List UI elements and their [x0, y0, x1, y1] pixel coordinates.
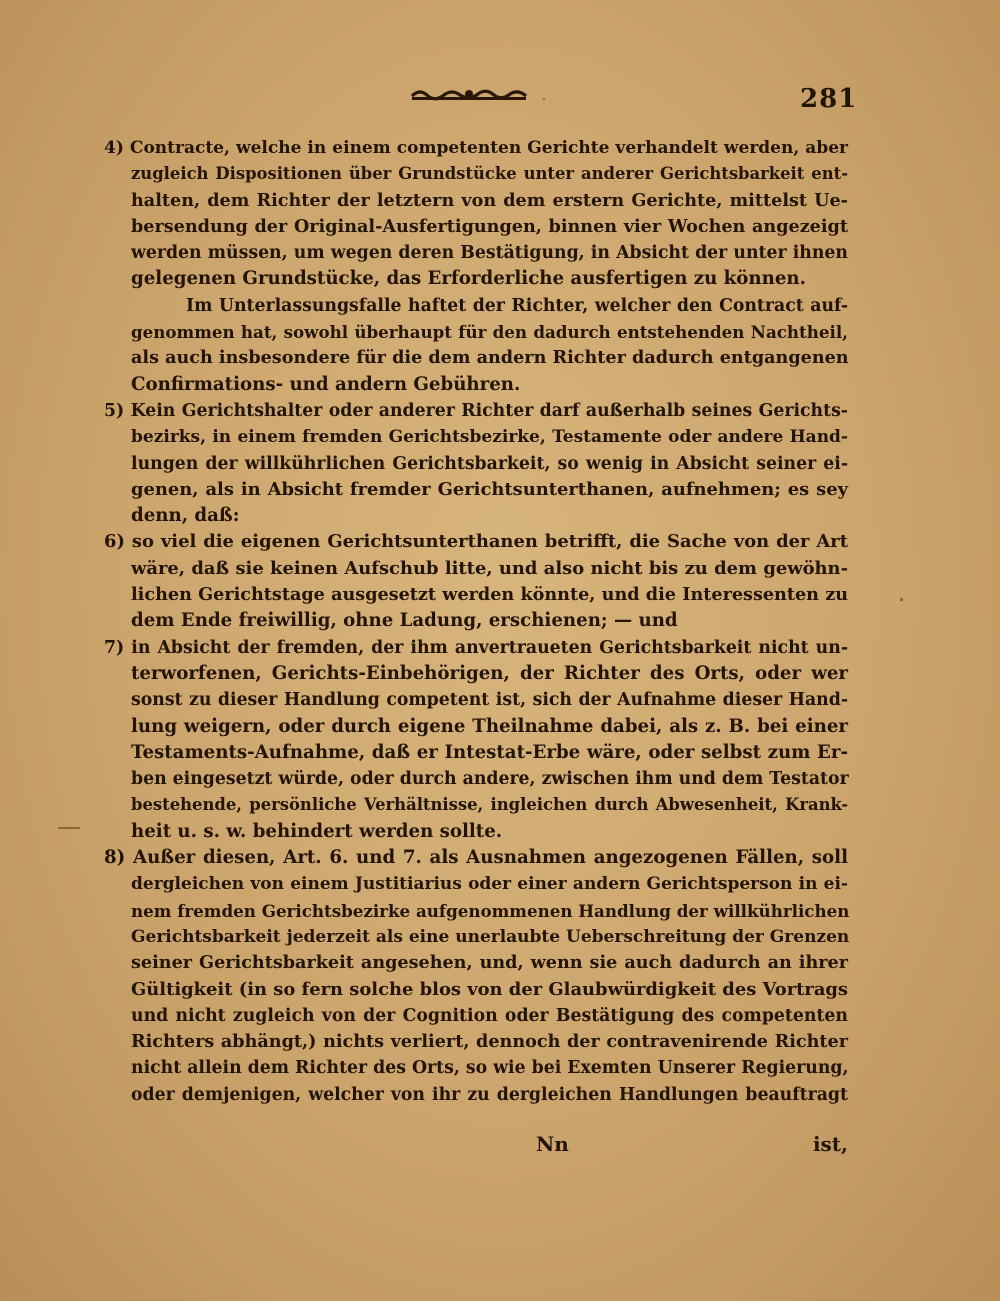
text-line: denn, daß:	[131, 505, 240, 527]
catchword: ist,	[812, 1132, 848, 1156]
text-line: Richters abhängt,) nichts verliert, dennoch der contravenirende Richter	[131, 1031, 848, 1053]
text-line: bestehende, persönliche Verhältnisse, ingleichen durch Abwesenheit, Krank-	[131, 795, 848, 815]
text-line: 8) Außer diesen, Art. 6. und 7. als Ausnahmen angezogenen Fällen, soll	[104, 847, 848, 869]
text-line: genommen hat, sowohl überhaupt für den dadurch entstehenden Nachtheil,	[131, 322, 848, 343]
text-line: nicht allein dem Richter des Orts, so wie bei Exemten Unserer Regierung,	[131, 1058, 849, 1079]
text-line: bersendung der Original-Ausfertigungen, binnen vier Wochen angezeigt	[131, 215, 848, 237]
text-line: heit u. s. w. behindert werden sollte.	[131, 820, 503, 842]
text-line: zugleich Dispositionen über Grundstücke unter anderer Gerichtsbarkeit ent-	[131, 164, 848, 184]
text-line: terworfenen, Gerichts-Einbehörigen, der Richter des Orts, oder wer	[131, 662, 848, 684]
text-line: werden müssen, um wegen deren Bestätigung, in Absicht der unter ihnen	[131, 243, 848, 264]
text-line: und nicht zugleich von der Cognition oder Bestätigung des competenten	[131, 1005, 848, 1026]
text-line: Testaments-Aufnahme, daß er Intestat-Erbe wäre, oder selbst zum Er-	[131, 741, 848, 763]
text-line: ben eingesetzt würde, oder durch andere, zwischen ihm und dem Testator	[131, 769, 849, 790]
page-footer	[104, 1132, 848, 1162]
paper-speck	[543, 98, 545, 100]
text-line: lung weigern, oder durch eigene Theilnahme dabei, als z. B. bei einer	[131, 715, 848, 737]
text-line: Confirmations- und andern Gebühren.	[131, 373, 521, 395]
text-line: als auch insbesondere für die dem andern Richter dadurch entgangenen	[131, 347, 849, 369]
text-line: seiner Gerichtsbarkeit angesehen, und, wenn sie auch dadurch an ihrer	[131, 952, 848, 974]
text-line: genen, als in Absicht fremder Gerichtsunterthanen, aufnehmen; es sey	[131, 478, 848, 500]
text-line: wäre, daß sie keinen Aufschub litte, und also nicht bis zu dem gewöhn-	[131, 557, 848, 579]
text-line: 6) so viel die eigenen Gerichtsunterthanen betrifft, die Sache von der Art	[104, 531, 848, 553]
page-number: 281	[800, 84, 858, 114]
text-line: Gültigkeit (in so fern solche blos von der Glaubwürdigkeit des Vortrags	[131, 978, 848, 1000]
text-line: Im Unterlassungsfalle haftet der Richter, welcher den Contract auf-	[186, 295, 848, 316]
text-line: 5) Kein Gerichtshalter oder anderer Richter darf außerhalb seines Gerichts-	[104, 400, 848, 421]
text-line: gelegenen Grundstücke, das Erforderliche ausfertigen zu können.	[131, 268, 806, 290]
body-text	[104, 135, 848, 1108]
text-line: dem Ende freiwillig, ohne Ladung, erschienen; — und	[131, 610, 678, 632]
text-line: lichen Gerichtstage ausgesetzt werden könnte, und die Interessenten zu	[131, 584, 848, 606]
text-line: halten, dem Richter der letztern von dem erstern Gerichte, mittelst Ue-	[131, 189, 848, 211]
text-line: 4) Contracte, welche in einem competenten Gerichte verhandelt werden, aber	[104, 138, 848, 158]
text-line: sonst zu dieser Handlung competent ist, sich der Aufnahme dieser Hand-	[131, 690, 848, 711]
text-line: lungen der willkührlichen Gerichtsbarkeit, so wenig in Absicht seiner ei-	[131, 453, 848, 474]
signature-mark: Nn	[536, 1132, 569, 1156]
text-line: oder demjenigen, welcher von ihr zu dergleichen Handlungen beauftragt	[131, 1084, 848, 1105]
text-line: nem fremden Gerichtsbezirke aufgenommenen Handlung der willkührlichen	[131, 900, 850, 921]
text-line: bezirks, in einem fremden Gerichtsbezirke, Testamente oder andere Hand-	[131, 427, 848, 448]
paper-speck	[900, 598, 903, 601]
text-line: Gerichtsbarkeit jederzeit als eine unerlaubte Ueberschreitung der Grenzen	[131, 926, 850, 947]
paper-speck	[58, 827, 80, 829]
header-ornament	[410, 86, 528, 102]
text-line: dergleichen von einem Justitiarius oder einer andern Gerichtsperson in ei-	[131, 874, 848, 895]
text-line: 7) in Absicht der fremden, der ihm anvertraueten Gerichtsbarkeit nicht un-	[104, 637, 848, 658]
